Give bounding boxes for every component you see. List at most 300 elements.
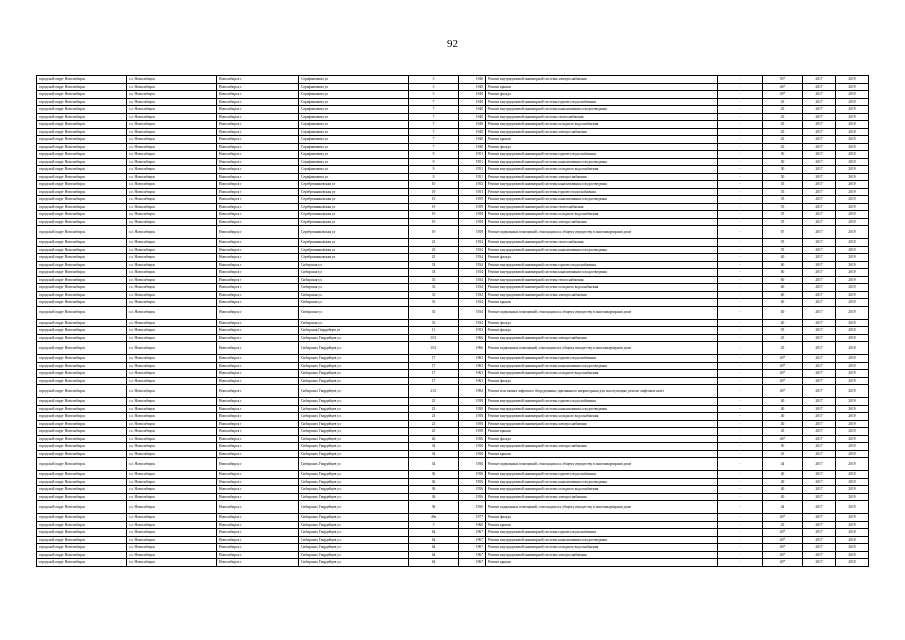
deviation-cell: 55 [763,196,803,204]
house-number-cell: 7 [409,143,459,151]
cost-cell: - [718,544,763,552]
end-year-cell: 2019 [836,284,869,292]
cost-cell: - [718,143,763,151]
house-number-cell: 9 [409,166,459,174]
settlement-cell: г.о. Новосибирск [127,342,217,355]
street-cell: Серафимовича ул [299,106,409,114]
build-year-cell: 1956 [459,458,486,471]
settlement-cell: г.о. Новосибирск [127,226,217,239]
repair-type-cell: Ремонт внутридомовой инженерной системы теплоснабжения [486,276,718,284]
end-year-cell: 2019 [836,121,869,129]
house-number-cell: 17 [409,370,459,378]
city-cell: Новосибирск г [217,471,299,479]
cost-cell: - [718,420,763,428]
municipality-cell: городской округ Новосибирск [37,218,127,226]
street-cell: Сибирских Гвардейцев ул [299,428,409,436]
house-number-cell: 17 [409,377,459,385]
deviation-cell: 45 [763,113,803,121]
end-year-cell: 2019 [836,443,869,451]
deviation-cell: 55 [763,239,803,247]
repair-type-cell: Ремонт подвальных помещений, относящихся к общему имуществу в многоквартирном доме [486,342,718,355]
house-number-cell: 33 [409,299,459,307]
table-row [37,151,869,159]
municipality-cell: городской округ Новосибирск [37,239,127,247]
end-year-cell: 2019 [836,211,869,219]
start-year-cell: 2017 [803,269,836,277]
settlement-cell: г.о. Новосибирск [127,106,217,114]
repair-type-cell: Ремонт внутридомовой инженерной системы холодного водоснабжения [486,370,718,378]
city-cell: Новосибирск г [217,420,299,428]
repair-type-cell: Ремонт внутридомовой инженерной системы горячего водоснабжения [486,398,718,406]
build-year-cell: 1951 [459,151,486,159]
street-cell: Серебренниковская ул [299,246,409,254]
deviation-cell: 40* [763,362,803,370]
table-row [37,158,869,166]
house-number-cell: 23 [409,420,459,428]
end-year-cell: 2019 [836,355,869,363]
municipality-cell: городской округ Новосибирск [37,334,127,342]
table-row [37,254,869,262]
settlement-cell: г.о. Новосибирск [127,306,217,319]
end-year-cell: 2019 [836,458,869,471]
municipality-cell: городской округ Новосибирск [37,471,127,479]
start-year-cell: 2017 [803,91,836,99]
municipality-cell: городской округ Новосибирск [37,342,127,355]
city-cell: Новосибирск г [217,196,299,204]
table-row [37,299,869,307]
cost-cell: - [718,342,763,355]
table-row [37,355,869,363]
city-cell: Новосибирск г [217,342,299,355]
start-year-cell: 2017 [803,398,836,406]
table-row [37,443,869,451]
municipality-cell: городской округ Новосибирск [37,76,127,84]
settlement-cell: г.о. Новосибирск [127,76,217,84]
municipality-cell: городской округ Новосибирск [37,493,127,501]
end-year-cell: 2019 [836,261,869,269]
start-year-cell: 2017 [803,327,836,335]
start-year-cell: 2017 [803,226,836,239]
build-year-cell: 1934 [459,246,486,254]
repair-type-cell: Ремонт крыши [486,428,718,436]
municipality-cell: городской округ Новосибирск [37,98,127,106]
settlement-cell: г.о. Новосибирск [127,420,217,428]
table-row [37,478,869,486]
cost-cell: - [718,471,763,479]
deviation-cell: 50 [763,166,803,174]
repair-type-cell: Ремонт внутридомовой инженерной системы электроснабжения [486,493,718,501]
cost-cell: - [718,261,763,269]
city-cell: Новосибирск г [217,370,299,378]
deviation-cell: 44 [763,458,803,471]
city-cell: Новосибирск г [217,218,299,226]
end-year-cell: 2019 [836,276,869,284]
settlement-cell: г.о. Новосибирск [127,319,217,327]
city-cell: Новосибирск г [217,211,299,219]
street-cell: Сибирская Гвардейцев ул [299,327,409,335]
settlement-cell: г.о. Новосибирск [127,514,217,522]
house-number-cell: 19 [409,218,459,226]
table-row [37,246,869,254]
cost-cell: - [718,486,763,494]
street-cell: Сибирских Гвардейцев ул [299,536,409,544]
table-row [37,196,869,204]
end-year-cell: 2019 [836,413,869,421]
house-number-cell: 9 [409,151,459,159]
street-cell: Сибирских Гвардейцев ул [299,435,409,443]
municipality-cell: городской округ Новосибирск [37,377,127,385]
street-cell: Серафимовича ул [299,166,409,174]
start-year-cell: 2017 [803,306,836,319]
deviation-cell: 55 [763,203,803,211]
street-cell: Серафимовича ул [299,76,409,84]
table-row [37,559,869,567]
cost-cell: - [718,327,763,335]
repair-type-cell: Ремонт внутридомовой инженерной системы электроснабжения [486,334,718,342]
end-year-cell: 2019 [836,181,869,189]
repair-type-cell: Ремонт внутридомовой инженерной системы канализования и водоотведения [486,536,718,544]
deviation-cell: 55 [763,181,803,189]
start-year-cell: 2017 [803,370,836,378]
municipality-cell: городской округ Новосибирск [37,276,127,284]
build-year-cell: 1959 [459,226,486,239]
build-year-cell: 1953 [459,188,486,196]
deviation-cell: 46* [763,435,803,443]
start-year-cell: 2017 [803,143,836,151]
street-cell: Сибирских Гвардейцев ул [299,501,409,514]
deviation-cell: 60 [763,276,803,284]
settlement-cell: г.о. Новосибирск [127,254,217,262]
table-row [37,536,869,544]
cost-cell: - [718,521,763,529]
city-cell: Новосибирск г [217,226,299,239]
city-cell: Новосибирск г [217,362,299,370]
settlement-cell: г.о. Новосибирск [127,551,217,559]
cost-cell: - [718,319,763,327]
end-year-cell: 2019 [836,471,869,479]
street-cell: Сибирская ул [299,261,409,269]
cost-cell: - [718,106,763,114]
end-year-cell: 2019 [836,342,869,355]
build-year-cell: 1959 [459,203,486,211]
municipality-cell: городской округ Новосибирск [37,136,127,144]
city-cell: Новосибирск г [217,98,299,106]
end-year-cell: 2019 [836,428,869,436]
house-number-cell: 34 [409,458,459,471]
municipality-cell: городской округ Новосибирск [37,450,127,458]
end-year-cell: 2019 [836,306,869,319]
cost-cell: - [718,158,763,166]
house-number-cell: 17 [409,355,459,363]
end-year-cell: 2019 [836,188,869,196]
settlement-cell: г.о. Новосибирск [127,413,217,421]
settlement-cell: г.о. Новосибирск [127,196,217,204]
cost-cell: - [718,218,763,226]
settlement-cell: г.о. Новосибирск [127,143,217,151]
municipality-cell: городской округ Новосибирск [37,529,127,537]
start-year-cell: 2017 [803,514,836,522]
city-cell: Новосибирск г [217,113,299,121]
deviation-cell: 40* [763,377,803,385]
deviation-cell: 45 [763,521,803,529]
deviation-cell: 45 [763,334,803,342]
build-year-cell: 1956 [459,486,486,494]
deviation-cell: 45 [763,128,803,136]
deviation-cell: 49* [763,91,803,99]
repair-type-cell: Ремонт внутридомовой инженерной системы электроснабжения [486,420,718,428]
cost-cell: - [718,76,763,84]
start-year-cell: 2017 [803,76,836,84]
start-year-cell: 2017 [803,181,836,189]
municipality-cell: городской округ Новосибирск [37,355,127,363]
start-year-cell: 2017 [803,203,836,211]
settlement-cell: г.о. Новосибирск [127,362,217,370]
repair-type-cell: Ремонт подвальных помещений, относящихся к общему имуществу в многоквартирном доме [486,226,718,239]
deviation-cell: 45 [763,121,803,129]
start-year-cell: 2017 [803,276,836,284]
repair-type-cell: Ремонт внутридомовой инженерной системы электроснабжения [486,291,718,299]
table-row [37,362,869,370]
build-year-cell: 1956 [459,443,486,451]
start-year-cell: 2017 [803,246,836,254]
end-year-cell: 2019 [836,450,869,458]
cost-cell: - [718,514,763,522]
repair-type-cell: Ремонт внутридомовой инженерной системы канализования и водоотведения [486,362,718,370]
municipality-cell: городской округ Новосибирск [37,443,127,451]
deviation-cell: 50* [763,76,803,84]
repair-type-cell: Ремонт внутридомовой инженерной системы холодного водоснабжения [486,121,718,129]
table-row [37,269,869,277]
start-year-cell: 2017 [803,128,836,136]
start-year-cell: 2017 [803,196,836,204]
start-year-cell: 2017 [803,291,836,299]
street-cell: Сибирских Гвардейцев ул [299,514,409,522]
house-number-cell: 33 [409,306,459,319]
municipality-cell: городской округ Новосибирск [37,211,127,219]
city-cell: Новосибирск г [217,458,299,471]
build-year-cell: 1956 [459,478,486,486]
settlement-cell: г.о. Новосибирск [127,91,217,99]
house-number-cell: 19 [409,226,459,239]
street-cell: Сибирских Гвардейцев ул [299,486,409,494]
build-year-cell: 1934 [459,239,486,247]
repair-type-cell: Ремонт внутридомовой инженерной системы теплоснабжения [486,239,718,247]
cost-cell: - [718,377,763,385]
table-row [37,377,869,385]
house-number-cell: 7 [409,113,459,121]
street-cell: Сибирских Гвардейцев ул [299,405,409,413]
start-year-cell: 2017 [803,420,836,428]
settlement-cell: г.о. Новосибирск [127,370,217,378]
city-cell: Новосибирск г [217,450,299,458]
settlement-cell: г.о. Новосибирск [127,151,217,159]
end-year-cell: 2019 [836,319,869,327]
end-year-cell: 2019 [836,536,869,544]
city-cell: Новосибирск г [217,551,299,559]
deviation-cell: 46* [763,83,803,91]
start-year-cell: 2017 [803,493,836,501]
build-year-cell: 1934 [459,269,486,277]
repair-type-cell: Ремонт внутридомовой инженерной системы канализования и водоотведения [486,196,718,204]
end-year-cell: 2019 [836,226,869,239]
city-cell: Новосибирск г [217,501,299,514]
house-number-cell: 36 [409,478,459,486]
build-year-cell: 1963 [459,377,486,385]
settlement-cell: г.о. Новосибирск [127,218,217,226]
municipality-cell: городской округ Новосибирск [37,106,127,114]
end-year-cell: 2019 [836,486,869,494]
municipality-cell: городской округ Новосибирск [37,246,127,254]
repair-type-cell: Ремонт внутридомовой инженерной системы горячего водоснабжения [486,151,718,159]
house-number-cell: 7 [409,98,459,106]
repair-type-cell: Ремонт внутридомовой инженерной системы холодного водоснабжения [486,211,718,219]
start-year-cell: 2017 [803,551,836,559]
street-cell: Серафимовича ул [299,173,409,181]
start-year-cell: 2017 [803,261,836,269]
repair-type-cell: Ремонт фасада [486,91,718,99]
municipality-cell: городской округ Новосибирск [37,428,127,436]
cost-cell: - [718,284,763,292]
start-year-cell: 2017 [803,299,836,307]
end-year-cell: 2019 [836,398,869,406]
end-year-cell: 2019 [836,246,869,254]
settlement-cell: г.о. Новосибирск [127,405,217,413]
deviation-cell: 40 [763,413,803,421]
table-row [37,544,869,552]
start-year-cell: 2017 [803,362,836,370]
build-year-cell: 1956 [459,435,486,443]
house-number-cell: 33 [409,291,459,299]
street-cell: Сибирская ул [299,319,409,327]
deviation-cell: 60 [763,269,803,277]
settlement-cell: г.о. Новосибирск [127,181,217,189]
build-year-cell: 1940 [459,76,486,84]
municipality-cell: городской округ Новосибирск [37,385,127,398]
deviation-cell: 40 [763,306,803,319]
table-row [37,342,869,355]
table-row [37,486,869,494]
municipality-cell: городской округ Новосибирск [37,501,127,514]
end-year-cell: 2019 [836,478,869,486]
house-number-cell: 23 [409,239,459,247]
table-row [37,181,869,189]
cost-cell: - [718,398,763,406]
start-year-cell: 2017 [803,334,836,342]
table-row [37,136,869,144]
deviation-cell: 60 [763,291,803,299]
cost-cell: - [718,536,763,544]
start-year-cell: 2017 [803,136,836,144]
street-cell: Сибирских Гвардейцев ул [299,334,409,342]
settlement-cell: г.о. Новосибирск [127,299,217,307]
table-row [37,514,869,522]
build-year-cell: 1952 [459,181,486,189]
deviation-cell: 40* [763,370,803,378]
settlement-cell: г.о. Новосибирск [127,166,217,174]
start-year-cell: 2017 [803,239,836,247]
street-cell: Серебренниковская ул [299,211,409,219]
city-cell: Новосибирск г [217,544,299,552]
table-row [37,98,869,106]
deviation-cell: 67 [763,226,803,239]
end-year-cell: 2019 [836,158,869,166]
deviation-cell: 40* [763,385,803,398]
municipality-cell: городской округ Новосибирск [37,128,127,136]
municipality-cell: городской округ Новосибирск [37,254,127,262]
build-year-cell: 1977 [459,514,486,522]
city-cell: Новосибирск г [217,106,299,114]
house-number-cell: 64 [409,529,459,537]
deviation-cell: 50 [763,151,803,159]
repair-type-cell: Ремонт фасада [486,514,718,522]
start-year-cell: 2017 [803,173,836,181]
cost-cell: - [718,559,763,567]
end-year-cell: 2019 [836,299,869,307]
house-number-cell: 19 [409,211,459,219]
street-cell: Сибирских Гвардейцев ул [299,355,409,363]
city-cell: Новосибирск г [217,355,299,363]
build-year-cell: 1934 [459,254,486,262]
table-row [37,91,869,99]
end-year-cell: 2019 [836,385,869,398]
table-row [37,327,869,335]
house-number-cell: 19 [409,196,459,204]
cost-cell: - [718,151,763,159]
street-cell: Сибирских Гвардейцев ул [299,362,409,370]
cost-cell: - [718,450,763,458]
build-year-cell: 1940 [459,128,486,136]
deviation-cell: 55 [763,218,803,226]
end-year-cell: 2019 [836,370,869,378]
city-cell: Новосибирск г [217,478,299,486]
start-year-cell: 2017 [803,355,836,363]
table-row [37,173,869,181]
repair-type-cell: Ремонт фасада [486,377,718,385]
repair-type-cell: Ремонт внутридомовой инженерной системы канализования и водоотведения [486,181,718,189]
deviation-cell: 40* [763,544,803,552]
repair-type-cell: Ремонт фасада [486,254,718,262]
street-cell: Серебренниковская ул [299,188,409,196]
municipality-cell: городской округ Новосибирск [37,514,127,522]
table-row [37,211,869,219]
house-number-cell: 5 [409,521,459,529]
municipality-cell: городской округ Новосибирск [37,420,127,428]
house-number-cell: 23 [409,246,459,254]
start-year-cell: 2017 [803,106,836,114]
city-cell: Новосибирск г [217,136,299,144]
deviation-cell: 45 [763,106,803,114]
build-year-cell: 1940 [459,106,486,114]
municipality-cell: городской округ Новосибирск [37,478,127,486]
deviation-cell: 40* [763,536,803,544]
end-year-cell: 2019 [836,254,869,262]
deviation-cell: 50 [763,443,803,451]
cost-cell: - [718,276,763,284]
settlement-cell: г.о. Новосибирск [127,239,217,247]
house-number-cell: 7 [409,136,459,144]
city-cell: Новосибирск г [217,327,299,335]
repair-type-cell: Ремонт внутридомовой инженерной системы горячего водоснабжения [486,529,718,537]
street-cell: Сибирская ул [299,291,409,299]
cost-cell: - [718,173,763,181]
house-number-cell: 23 [409,428,459,436]
start-year-cell: 2017 [803,435,836,443]
municipality-cell: городской округ Новосибирск [37,188,127,196]
cost-cell: - [718,196,763,204]
cost-cell: - [718,385,763,398]
street-cell: Сибирских Гвардейцев ул [299,544,409,552]
cost-cell: - [718,254,763,262]
